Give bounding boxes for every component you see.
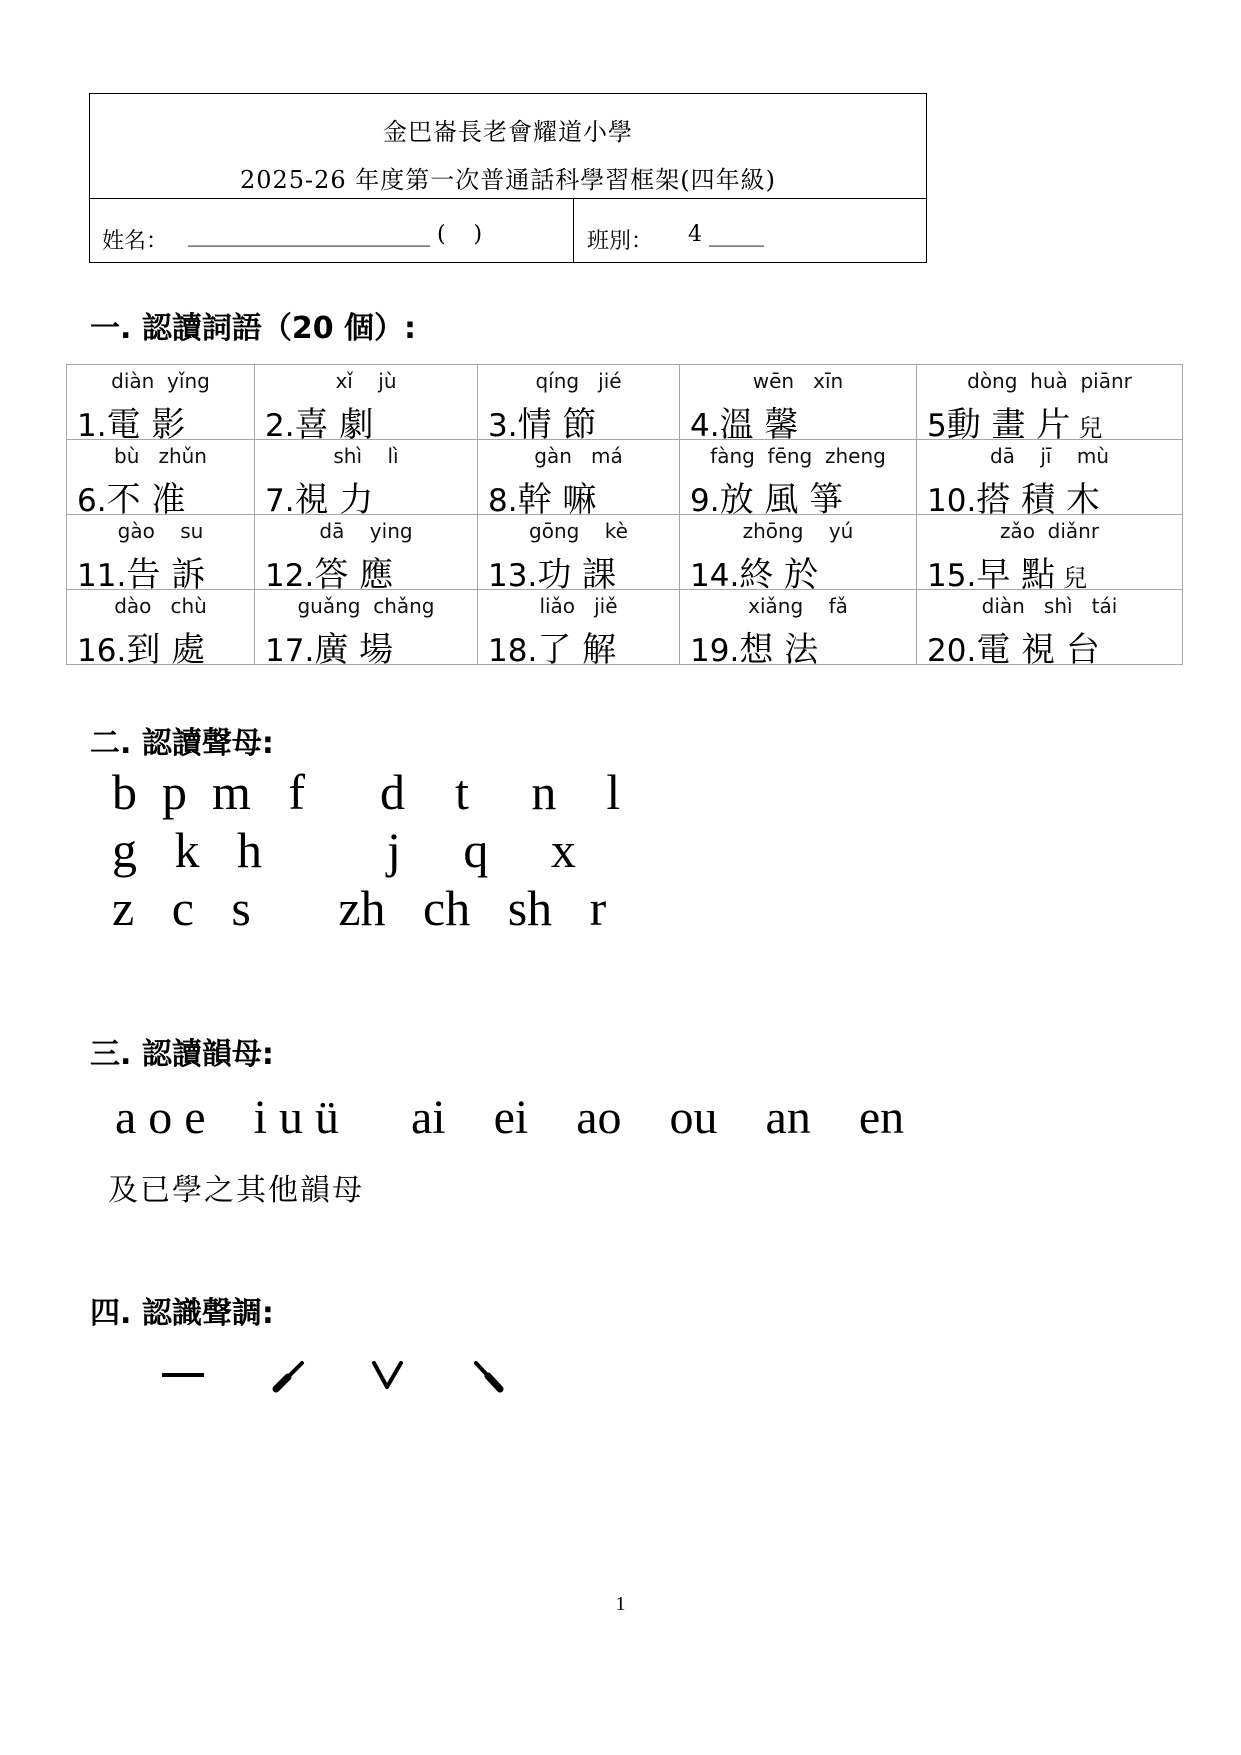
name-label: 姓名：	[102, 229, 169, 254]
word-number: 8.	[488, 483, 518, 519]
word-chars: 搭 積 木	[976, 480, 1100, 520]
pinyin: bù zhǔn	[114, 444, 207, 468]
pinyin: guǎng chǎng	[297, 594, 435, 618]
word-number: 19.	[690, 633, 740, 669]
header-title-row	[90, 94, 926, 199]
tone-3-icon	[370, 1355, 406, 1395]
erhua-suffix: 兒	[1063, 564, 1088, 592]
pinyin: dā ying	[319, 519, 413, 543]
word-text	[690, 622, 818, 671]
page-number: 1	[615, 1593, 626, 1615]
word-number: 10.	[927, 483, 977, 519]
pinyin: xǐ jù	[335, 369, 397, 393]
pinyin: dào chù	[114, 594, 207, 618]
pinyin: gàn má	[534, 444, 623, 468]
exam-title: 2025-26 年度第一次普通話科學習框架(四年級)	[239, 166, 777, 194]
word-chars: 放 風 箏	[719, 480, 844, 520]
pinyin: liǎo jiě	[539, 594, 618, 618]
word-number: 15.	[927, 558, 977, 594]
word-cell	[478, 515, 680, 595]
word-number: 5	[927, 408, 947, 444]
word-chars: 不 准	[106, 480, 186, 520]
word-row	[67, 440, 1183, 515]
name-field[interactable]: ______________________ ( )	[188, 222, 483, 247]
word-cell	[255, 440, 478, 520]
pinyin: xiǎng fǎ	[748, 594, 848, 618]
word-chars: 喜 劇	[294, 405, 374, 445]
pinyin: gōng kè	[529, 519, 628, 543]
erhua-suffix: 兒	[1078, 414, 1103, 442]
header-divider	[573, 198, 574, 262]
word-chars: 告 訴	[126, 555, 206, 595]
word-cell	[67, 515, 255, 595]
word-cell	[680, 365, 917, 445]
finals-note: 及已學之其他韻母	[108, 1173, 364, 1208]
word-number: 6.	[77, 483, 107, 519]
word-cell	[917, 365, 1183, 445]
section3-title: 三. 認讀韻母:	[90, 1037, 274, 1072]
tone-2-icon	[272, 1355, 308, 1395]
word-chars: 早 點	[976, 555, 1056, 595]
section4-title: 四. 認識聲調:	[90, 1296, 274, 1331]
word-chars: 幹 嘛	[517, 480, 597, 520]
header-box	[89, 93, 927, 263]
word-chars: 溫 馨	[719, 405, 799, 445]
class-field[interactable]: 4 _____	[688, 222, 764, 247]
word-text	[265, 622, 393, 671]
pinyin: fàng fēng zheng	[710, 444, 886, 468]
word-number: 4.	[690, 408, 720, 444]
tone-1-icon	[160, 1355, 208, 1395]
tone-4-icon	[470, 1355, 506, 1395]
pinyin: diàn yǐng	[111, 369, 210, 393]
pinyin: shì lì	[333, 444, 399, 468]
word-cell	[255, 365, 478, 445]
word-chars: 想 法	[739, 630, 819, 670]
word-cell	[917, 590, 1183, 670]
word-number: 16.	[77, 633, 127, 669]
word-number: 1.	[77, 408, 107, 444]
word-cell	[67, 440, 255, 520]
initials-row-1: b p m f d t n l	[112, 764, 621, 820]
word-chars: 情 節	[517, 405, 597, 445]
word-row	[67, 365, 1183, 440]
word-number: 12.	[265, 558, 315, 594]
word-cell	[67, 590, 255, 670]
word-number: 18.	[488, 633, 538, 669]
word-number: 2.	[265, 408, 295, 444]
word-number: 17.	[265, 633, 315, 669]
pinyin: qíng jié	[535, 369, 622, 393]
word-number: 13.	[488, 558, 538, 594]
section2-title: 二. 認讀聲母:	[90, 726, 274, 761]
initials-row-2: g k h j q x	[112, 822, 576, 878]
word-chars: 電 影	[106, 405, 186, 445]
word-cell	[478, 590, 680, 670]
word-chars: 終 於	[739, 555, 819, 595]
word-cell	[680, 440, 917, 520]
pinyin: zhōng yú	[742, 519, 854, 543]
class-label: 班別：	[587, 229, 654, 254]
word-text	[927, 622, 1100, 671]
word-cell	[255, 590, 478, 670]
word-chars: 功 課	[537, 555, 617, 595]
pinyin: wēn xīn	[752, 369, 844, 393]
word-text	[488, 622, 616, 671]
word-text	[77, 622, 205, 671]
word-chars: 視 力	[294, 480, 374, 520]
word-number: 7.	[265, 483, 295, 519]
word-cell	[478, 440, 680, 520]
finals-row: a o e i u ü ai ei ao ou an en	[115, 1091, 905, 1144]
word-cell	[917, 515, 1183, 595]
word-chars: 電 視 台	[976, 630, 1100, 670]
word-number: 14.	[690, 558, 740, 594]
word-cell	[680, 515, 917, 595]
initials-row-3: z c s zh ch sh r	[112, 880, 607, 936]
word-row	[67, 590, 1183, 665]
school-name: 金巴崙長老會耀道小學	[383, 118, 633, 146]
word-chars: 答 應	[314, 555, 394, 595]
pinyin: dā jī mù	[989, 444, 1110, 468]
pinyin: dòng huà piānr	[967, 369, 1132, 393]
word-chars: 廣 場	[314, 630, 394, 670]
pinyin: diàn shì tái	[981, 594, 1118, 618]
word-chars: 到 處	[126, 630, 206, 670]
word-chars: 了 解	[537, 630, 617, 670]
word-number: 11.	[77, 558, 127, 594]
word-cell	[67, 365, 255, 445]
word-chars: 動 畫 片	[946, 405, 1071, 445]
word-cell	[478, 365, 680, 445]
word-cell	[680, 590, 917, 670]
word-row	[67, 515, 1183, 590]
pinyin: gào su	[117, 519, 204, 543]
word-number: 9.	[690, 483, 720, 519]
word-cell	[255, 515, 478, 595]
word-number: 3.	[488, 408, 518, 444]
word-number: 20.	[927, 633, 977, 669]
pinyin: zǎo diǎnr	[999, 519, 1100, 543]
word-cell	[917, 440, 1183, 520]
word-table	[66, 364, 1183, 670]
section1-title: 一. 認讀詞語（20 個）:	[90, 311, 417, 346]
